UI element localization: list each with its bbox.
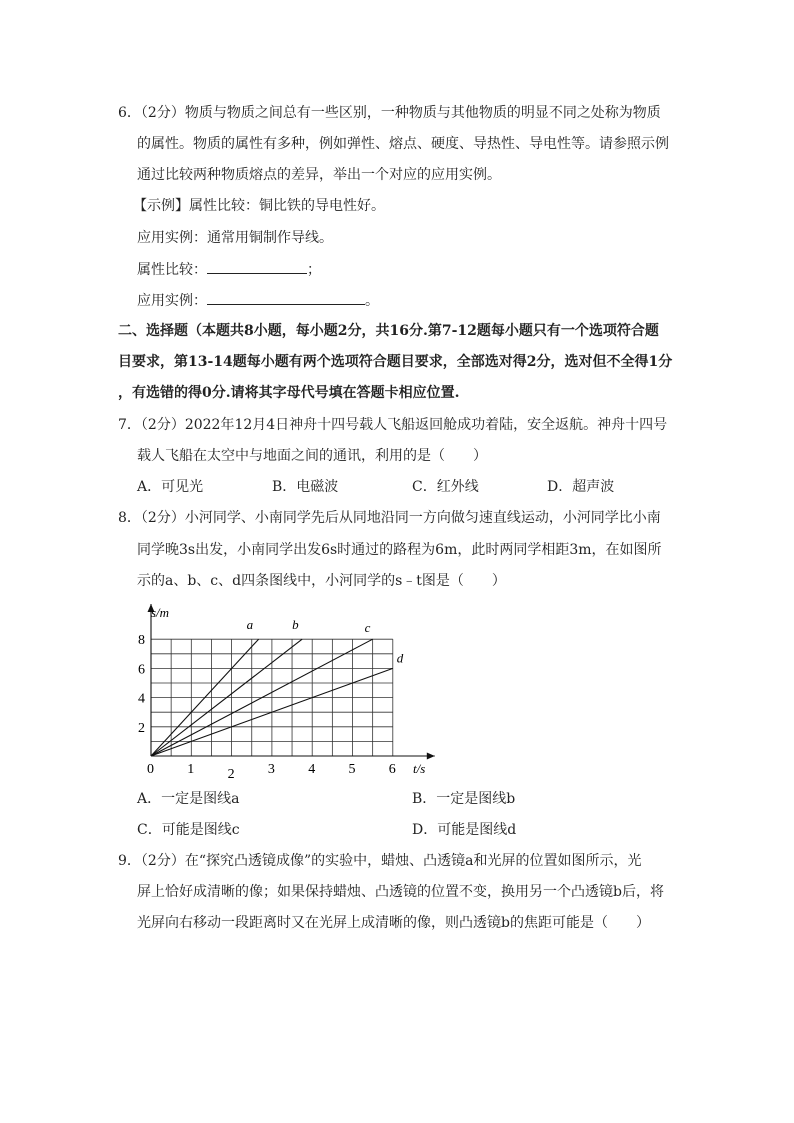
series-label-d: d	[396, 650, 404, 666]
chart-series-labels	[247, 617, 404, 665]
x-tick-label: 3	[267, 762, 275, 777]
q9-line-1: 9．（2分）在“探究凸透镜成像”的实验中，蜡烛、凸透镜a和光屏的位置如图所示，光	[118, 853, 642, 869]
q6-application-blank[interactable]	[207, 291, 365, 305]
q7-option-b[interactable]: B．电磁波	[272, 479, 339, 495]
section-2-line-3: ，有选错的得0分.请将其字母代号填在答题卡相应位置.	[118, 385, 460, 401]
q7-option-d[interactable]: D．超声波	[547, 479, 615, 495]
q6-compare-label: 属性比较：	[137, 262, 207, 278]
q7-line-2: 载人飞船在太空中与地面之间的通讯，利用的是（ ）	[137, 448, 487, 464]
x-axis-arrow	[427, 753, 435, 760]
x-axis-label: t/s	[413, 761, 426, 776]
q9-line-3: 光屏向右移动一段距离时又在光屏上成清晰的像，则凸透镜b的焦距可能是（ ）	[137, 915, 650, 931]
chart-ticks	[138, 633, 396, 780]
q9-line-2: 屏上恰好成清晰的像；如果保持蜡烛、凸透镜的位置不变，换用另一个凸透镜b后，将	[137, 884, 664, 900]
q6-compare-blank[interactable]	[207, 260, 307, 274]
x-tick-label: 4	[308, 762, 316, 777]
section-2-line-2: 目要求，第13-14题每小题有两个选项符合题目要求，全部选对得2分，选对但不全得1分	[118, 354, 673, 370]
y-tick-label: 2	[138, 720, 145, 736]
q7-option-a[interactable]: A．可见光	[137, 479, 204, 495]
series-label-a: a	[246, 617, 254, 633]
y-tick-label: 4	[138, 691, 145, 707]
q8-option-a[interactable]: A．一定是图线a	[137, 791, 240, 807]
q8-line-3: 示的a、b、c、d四条图线中，小河同学的s﹣t图是（ ）	[137, 573, 506, 589]
q8-option-c[interactable]: C．可能是图线c	[137, 822, 240, 838]
q6-line-3: 通过比较两种物质熔点的差异，举出一个对应的应用实例。	[137, 167, 501, 183]
x-tick-label: 0	[147, 762, 154, 777]
q6-compare-answer	[137, 260, 321, 279]
s-t-graph	[125, 598, 445, 780]
q7-line-1: 7．（2分）2022年12月4日神舟十四号载人飞船返回舱成功着陆，安全返航。神舟十四号	[118, 417, 668, 433]
q6-application-answer	[137, 291, 379, 310]
q8-line-2: 同学晚3s出发，小南同学出发6s时通过的路程为6m，此时两同学相距3m，在如图所	[137, 542, 662, 558]
y-axis-label: s/m	[151, 605, 170, 620]
x-tick-label: 1	[187, 762, 195, 777]
q6-line-1: 6．（2分）物质与物质之间总有一些区别，一种物质与其他物质的明显不同之处称为物质	[118, 105, 661, 121]
x-tick-label: 5	[348, 762, 356, 777]
series-label-b: b	[292, 617, 299, 633]
series-label-c: c	[364, 620, 371, 636]
y-tick-label: 6	[138, 662, 145, 678]
y-tick-label: 8	[138, 633, 145, 649]
section-2-line-1: 二、选择题（本题共8小题，每小题2分，共16分.第7-12题每小题只有一个选项符合题	[118, 323, 659, 339]
q7-option-c[interactable]: C．红外线	[412, 479, 479, 495]
x-tick-label: 6	[388, 762, 396, 777]
q6-example-application: 应用实例：通常用铜制作导线。	[137, 230, 333, 246]
q6-application-label: 应用实例：	[137, 293, 207, 309]
q8-option-d[interactable]: D．可能是图线d	[412, 822, 517, 838]
q6-compare-end: ；	[307, 262, 321, 278]
x-tick-label: 2	[227, 767, 235, 780]
q6-application-end: 。	[365, 293, 379, 309]
q8-line-1: 8．（2分）小河同学、小南同学先后从同地沿同一方向做匀速直线运动，小河同学比小南	[118, 510, 661, 526]
q6-line-2: 的属性。物质的属性有多种，例如弹性、熔点、硬度、导热性、导电性等。请参照示例	[137, 136, 669, 152]
chart-grid	[151, 639, 393, 756]
q6-example-compare: 【示例】属性比较：铜比铁的导电性好。	[133, 198, 385, 214]
q8-option-b[interactable]: B．一定是图线b	[412, 791, 516, 807]
